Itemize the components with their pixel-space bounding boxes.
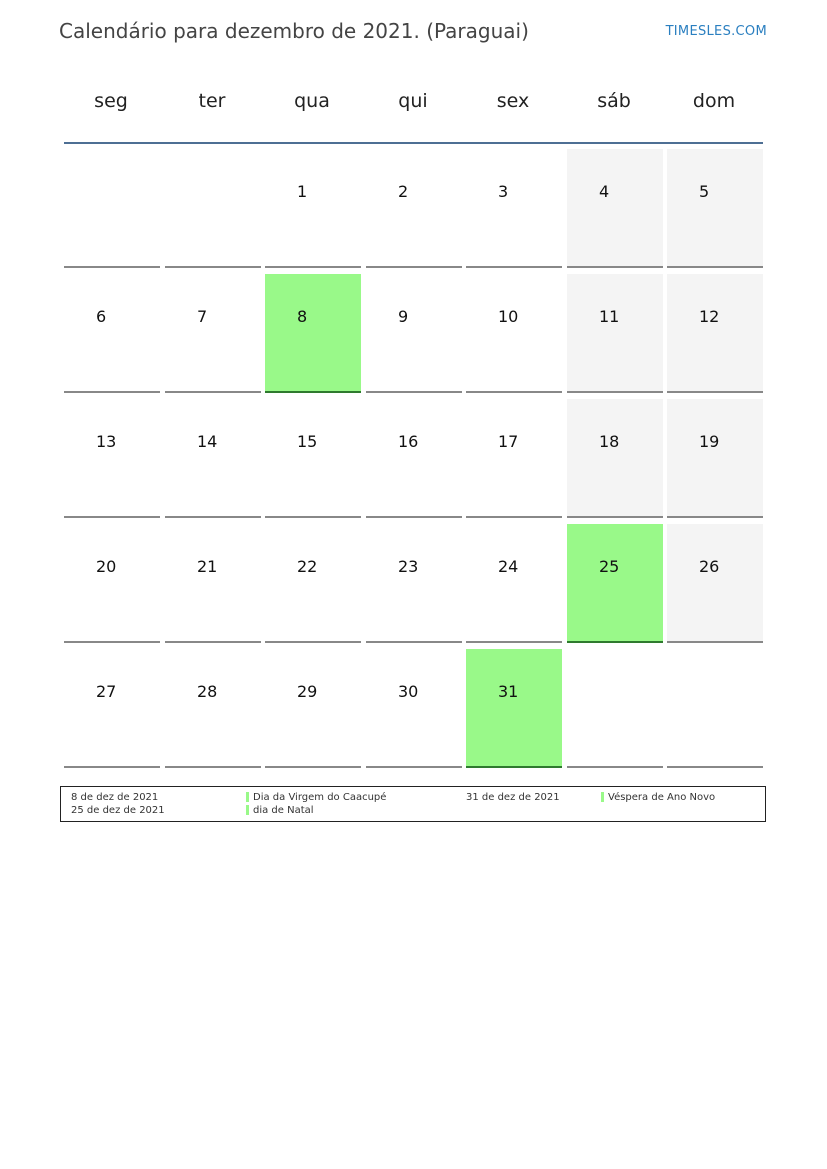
day-number: 5 (699, 182, 710, 201)
day-number: 19 (699, 432, 720, 451)
day-cell-30[interactable] (366, 649, 462, 768)
weekday-sab: sáb (597, 90, 631, 112)
day-cell-8[interactable] (265, 274, 361, 393)
weekday-sex: sex (496, 90, 530, 112)
day-cell-11[interactable] (567, 274, 663, 393)
day-number: 6 (96, 307, 107, 326)
day-number: 15 (297, 432, 318, 451)
day-cell-25[interactable] (567, 524, 663, 643)
day-number: 16 (398, 432, 419, 451)
day-number: 28 (197, 682, 218, 701)
day-number: 24 (498, 557, 519, 576)
day-number: 10 (498, 307, 519, 326)
holiday-legend (60, 786, 766, 822)
weekday-dom: dom (692, 90, 736, 112)
day-number: 31 (498, 682, 519, 701)
empty-day-cell (667, 649, 763, 768)
weekday-ter: ter (198, 90, 226, 112)
weekday-seg: seg (94, 90, 128, 112)
day-number: 20 (96, 557, 117, 576)
day-cell-15[interactable] (265, 399, 361, 518)
day-number: 17 (498, 432, 519, 451)
day-number: 26 (699, 557, 720, 576)
day-cell-16[interactable] (366, 399, 462, 518)
day-number: 7 (197, 307, 208, 326)
legend-holiday-name: Dia da Virgem do Caacupé (253, 792, 387, 803)
empty-day-cell (165, 149, 261, 268)
day-number: 25 (599, 557, 620, 576)
day-number: 8 (297, 307, 308, 326)
day-cell-23[interactable] (366, 524, 462, 643)
day-number: 9 (398, 307, 409, 326)
legend-holiday-name: dia de Natal (253, 805, 314, 816)
day-cell-12[interactable] (667, 274, 763, 393)
empty-day-cell (567, 649, 663, 768)
day-number: 21 (197, 557, 218, 576)
legend-holiday-name: Véspera de Ano Novo (608, 792, 716, 803)
day-cell-2[interactable] (366, 149, 462, 268)
day-number: 23 (398, 557, 419, 576)
day-cell-17[interactable] (466, 399, 562, 518)
day-cell-10[interactable] (466, 274, 562, 393)
day-cell-7[interactable] (165, 274, 261, 393)
weekday-header-row (61, 90, 766, 120)
day-cell-3[interactable] (466, 149, 562, 268)
day-number: 11 (599, 307, 620, 326)
day-cell-20[interactable] (64, 524, 160, 643)
calendar-grid (64, 149, 763, 771)
day-cell-1[interactable] (265, 149, 361, 268)
day-cell-26[interactable] (667, 524, 763, 643)
day-number: 29 (297, 682, 318, 701)
legend-date: 25 de dez de 2021 (71, 805, 165, 816)
day-cell-24[interactable] (466, 524, 562, 643)
day-number: 4 (599, 182, 610, 201)
day-number: 18 (599, 432, 620, 451)
day-cell-13[interactable] (64, 399, 160, 518)
day-cell-6[interactable] (64, 274, 160, 393)
weekday-qua: qua (294, 90, 330, 112)
day-number: 13 (96, 432, 117, 451)
day-cell-22[interactable] (265, 524, 361, 643)
day-cell-28[interactable] (165, 649, 261, 768)
legend-holiday-swatch (246, 805, 249, 815)
brand-link[interactable]: TIMESLES.COM (665, 24, 767, 39)
day-number: 27 (96, 682, 117, 701)
day-number: 14 (197, 432, 218, 451)
day-cell-18[interactable] (567, 399, 663, 518)
day-cell-21[interactable] (165, 524, 261, 643)
day-number: 2 (398, 182, 409, 201)
day-cell-5[interactable] (667, 149, 763, 268)
legend-holiday-swatch (601, 792, 604, 802)
day-cell-14[interactable] (165, 399, 261, 518)
day-number: 30 (398, 682, 419, 701)
day-cell-4[interactable] (567, 149, 663, 268)
day-cell-31[interactable] (466, 649, 562, 768)
day-cell-29[interactable] (265, 649, 361, 768)
day-cell-19[interactable] (667, 399, 763, 518)
weekday-qui: qui (398, 90, 428, 112)
legend-date: 31 de dez de 2021 (466, 792, 560, 803)
day-cell-9[interactable] (366, 274, 462, 393)
header-divider (64, 142, 763, 144)
legend-holiday-swatch (246, 792, 249, 802)
day-number: 22 (297, 557, 318, 576)
legend-date: 8 de dez de 2021 (71, 792, 159, 803)
day-number: 3 (498, 182, 509, 201)
day-cell-27[interactable] (64, 649, 160, 768)
page-title: Calendário para dezembro de 2021. (Paraguai) (59, 19, 529, 43)
day-number: 1 (297, 182, 308, 201)
empty-day-cell (64, 149, 160, 268)
day-number: 12 (699, 307, 720, 326)
